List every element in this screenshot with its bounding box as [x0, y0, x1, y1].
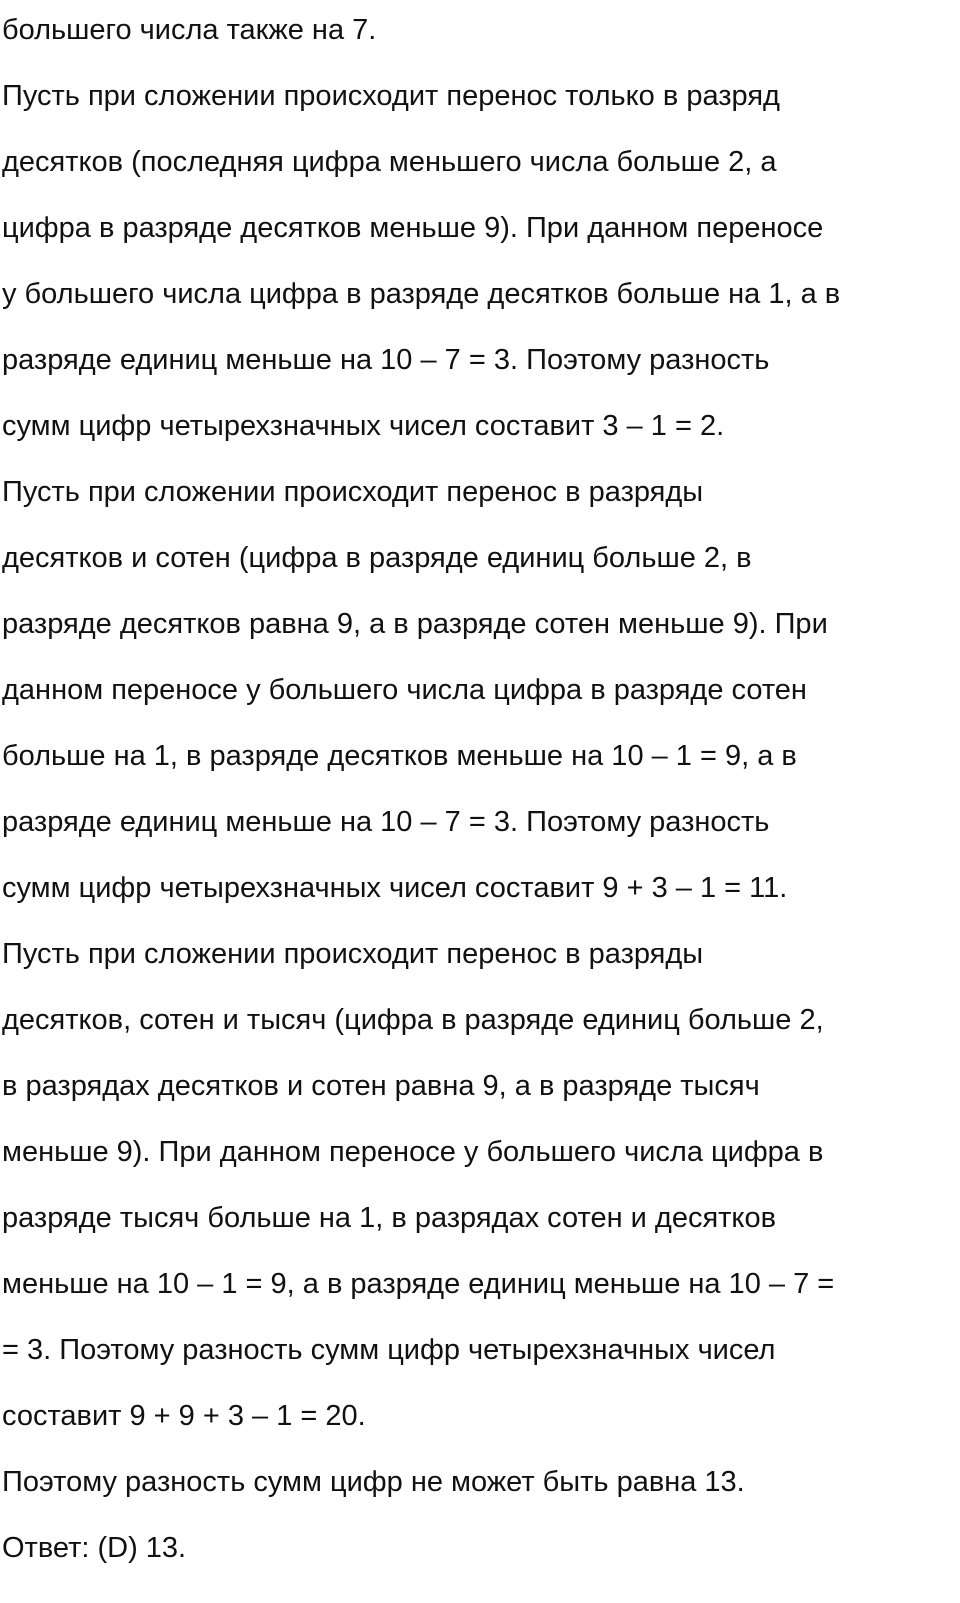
text-line: Пусть при сложении происходит перенос в разряды	[2, 476, 704, 508]
text-line: больше на 1, в разряде десятков меньше на 10 – 1 = 9, а в	[2, 740, 797, 772]
text-line: сумм цифр четырехзначных чисел составит 9 + 3 – 1 = 11.	[2, 872, 788, 904]
text-line: Пусть при сложении происходит перенос только в разряд	[2, 80, 780, 112]
answer-line: Ответ: (D) 13.	[2, 1532, 187, 1564]
text-line: десятков (последняя цифра меньшего числа больше 2, а	[2, 146, 777, 178]
text-line: разряде тысяч больше на 1, в разрядах сотен и десятков	[2, 1202, 776, 1234]
text-line: десятков и сотен (цифра в разряде единиц больше 2, в	[2, 542, 752, 574]
text-line: разряде единиц меньше на 10 – 7 = 3. Поэтому разность	[2, 344, 770, 376]
text-line: сумм цифр четырехзначных чисел составит 3 – 1 = 2.	[2, 410, 725, 442]
text-line: составит 9 + 9 + 3 – 1 = 20.	[2, 1400, 366, 1432]
text-line: разряде десятков равна 9, а в разряде сотен меньше 9). При	[2, 608, 828, 640]
text-line: разряде единиц меньше на 10 – 7 = 3. Поэтому разность	[2, 806, 770, 838]
text-line: данном переносе у большего числа цифра в разряде сотен	[2, 674, 807, 706]
text-line: большего числа также на 7.	[2, 14, 377, 46]
text-line: меньше на 10 – 1 = 9, а в разряде единиц меньше на 10 – 7 =	[2, 1268, 835, 1300]
text-line: у большего числа цифра в разряде десятков больше на 1, а в	[2, 278, 841, 310]
text-line: Пусть при сложении происходит перенос в разряды	[2, 938, 704, 970]
text-line: десятков, сотен и тысяч (цифра в разряде единиц больше 2,	[2, 1004, 824, 1036]
text-line: = 3. Поэтому разность сумм цифр четырехзначных чисел	[2, 1334, 776, 1366]
text-line: цифра в разряде десятков меньше 9). При данном переносе	[2, 212, 824, 244]
text-line: меньше 9). При данном переносе у большего числа цифра в	[2, 1136, 824, 1168]
text-line: Поэтому разность сумм цифр не может быть равна 13.	[2, 1466, 745, 1498]
text-line: в разрядах десятков и сотен равна 9, а в разряде тысяч	[2, 1070, 760, 1102]
